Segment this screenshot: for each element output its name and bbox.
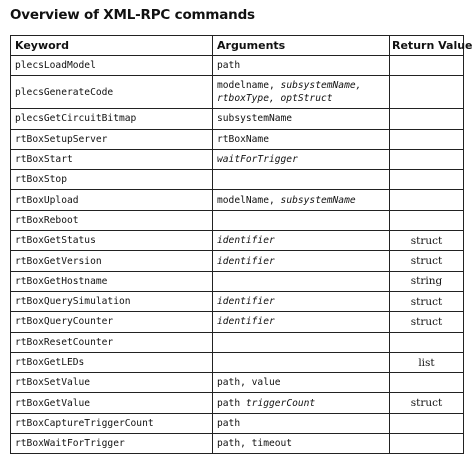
return-value-cell: struct — [390, 291, 464, 311]
return-value-cell: struct — [390, 393, 464, 413]
return-value-cell — [390, 413, 464, 433]
argument-text: identifier — [217, 316, 275, 328]
argument-text: triggerCount — [245, 397, 316, 409]
keyword-cell: rtBoxGetLEDs — [11, 352, 213, 372]
return-value-cell — [390, 373, 464, 393]
return-value-cell: string — [390, 271, 464, 291]
table-row — [11, 332, 464, 352]
header-return-value: Return Value — [390, 36, 464, 56]
return-value-cell: list — [390, 352, 464, 372]
table-row — [11, 56, 464, 76]
keyword-cell: plecsGetCircuitBitmap — [11, 109, 213, 129]
keyword-cell: rtBoxStart — [11, 149, 213, 169]
arguments-cell — [213, 332, 390, 352]
header-keyword: Keyword — [11, 36, 213, 56]
table-row — [11, 312, 464, 332]
keyword-cell: rtBoxGetStatus — [11, 231, 213, 251]
keyword-cell: rtBoxGetVersion — [11, 251, 213, 271]
arguments-cell — [213, 393, 390, 413]
argument-text: rtboxType, optStruct — [217, 93, 333, 105]
return-value-cell — [390, 149, 464, 169]
table-row — [11, 170, 464, 190]
argument-text: path, timeout — [217, 438, 293, 450]
return-value-cell — [390, 190, 464, 210]
return-value-cell — [390, 109, 464, 129]
argument-text: subsystemName — [217, 113, 293, 125]
table-row — [11, 129, 464, 149]
return-value-cell — [390, 129, 464, 149]
keyword-cell: rtBoxGetHostname — [11, 271, 213, 291]
arguments-cell — [213, 291, 390, 311]
keyword-cell: rtBoxQuerySimulation — [11, 291, 213, 311]
arguments-cell — [213, 56, 390, 76]
table-row — [11, 231, 464, 251]
arguments-cell — [213, 434, 390, 454]
table-row — [11, 291, 464, 311]
arguments-cell — [213, 251, 390, 271]
table-row — [11, 393, 464, 413]
argument-text: subsystemName — [280, 194, 356, 206]
argument-text: identifier — [217, 255, 275, 267]
argument-text: identifier — [217, 235, 275, 247]
keyword-cell: plecsLoadModel — [11, 56, 213, 76]
argument-text: modelname, — [217, 80, 281, 92]
keyword-cell: rtBoxReboot — [11, 210, 213, 230]
argument-text: subsystemName, — [280, 80, 362, 92]
arguments-cell — [213, 129, 390, 149]
table-row — [11, 352, 464, 372]
table-header-row — [11, 36, 464, 56]
table-row — [11, 271, 464, 291]
arguments-cell — [213, 352, 390, 372]
arguments-cell — [213, 413, 390, 433]
keyword-cell: rtBoxGetValue — [11, 393, 213, 413]
return-value-cell — [390, 434, 464, 454]
arguments-cell — [213, 312, 390, 332]
arguments-cell — [213, 231, 390, 251]
return-value-cell: struct — [390, 251, 464, 271]
arguments-cell — [213, 190, 390, 210]
argument-text: identifier — [217, 296, 275, 308]
argument-text: modelName, — [217, 194, 281, 206]
table-row — [11, 109, 464, 129]
table-row — [11, 210, 464, 230]
table-body — [11, 56, 464, 454]
argument-text: waitForTrigger — [217, 154, 298, 166]
argument-text: path — [217, 397, 246, 409]
keyword-cell: rtBoxUpload — [11, 190, 213, 210]
table-row — [11, 373, 464, 393]
arguments-cell — [213, 149, 390, 169]
table-row — [11, 190, 464, 210]
arguments-cell — [213, 373, 390, 393]
arguments-cell — [213, 271, 390, 291]
table-row — [11, 251, 464, 271]
argument-text: path — [217, 60, 241, 72]
table-title: Overview of XML-RPC commands — [10, 7, 255, 23]
keyword-cell: plecsGenerateCode — [11, 76, 213, 109]
keyword-cell: rtBoxQueryCounter — [11, 312, 213, 332]
return-value-cell: struct — [390, 312, 464, 332]
return-value-cell — [390, 210, 464, 230]
return-value-cell — [390, 170, 464, 190]
arguments-cell — [213, 170, 390, 190]
table-row — [11, 413, 464, 433]
keyword-cell: rtBoxSetupServer — [11, 129, 213, 149]
arguments-cell — [213, 210, 390, 230]
argument-text: rtBoxName — [217, 133, 269, 145]
keyword-cell: rtBoxStop — [11, 170, 213, 190]
table-row — [11, 434, 464, 454]
xml-rpc-commands-table — [10, 35, 473, 454]
keyword-cell: rtBoxResetCounter — [11, 332, 213, 352]
arguments-cell — [213, 109, 390, 129]
keyword-cell: rtBoxCaptureTriggerCount — [11, 413, 213, 433]
return-value-cell — [390, 76, 464, 109]
argument-text: path, value — [217, 377, 281, 389]
argument-text: path — [217, 417, 241, 429]
return-value-cell — [390, 56, 464, 76]
table-row — [11, 149, 464, 169]
arguments-cell — [213, 76, 390, 109]
return-value-cell — [390, 332, 464, 352]
keyword-cell: rtBoxWaitForTrigger — [11, 434, 213, 454]
header-arguments: Arguments — [213, 36, 390, 56]
table-row — [11, 76, 464, 109]
keyword-cell: rtBoxSetValue — [11, 373, 213, 393]
return-value-cell: struct — [390, 231, 464, 251]
